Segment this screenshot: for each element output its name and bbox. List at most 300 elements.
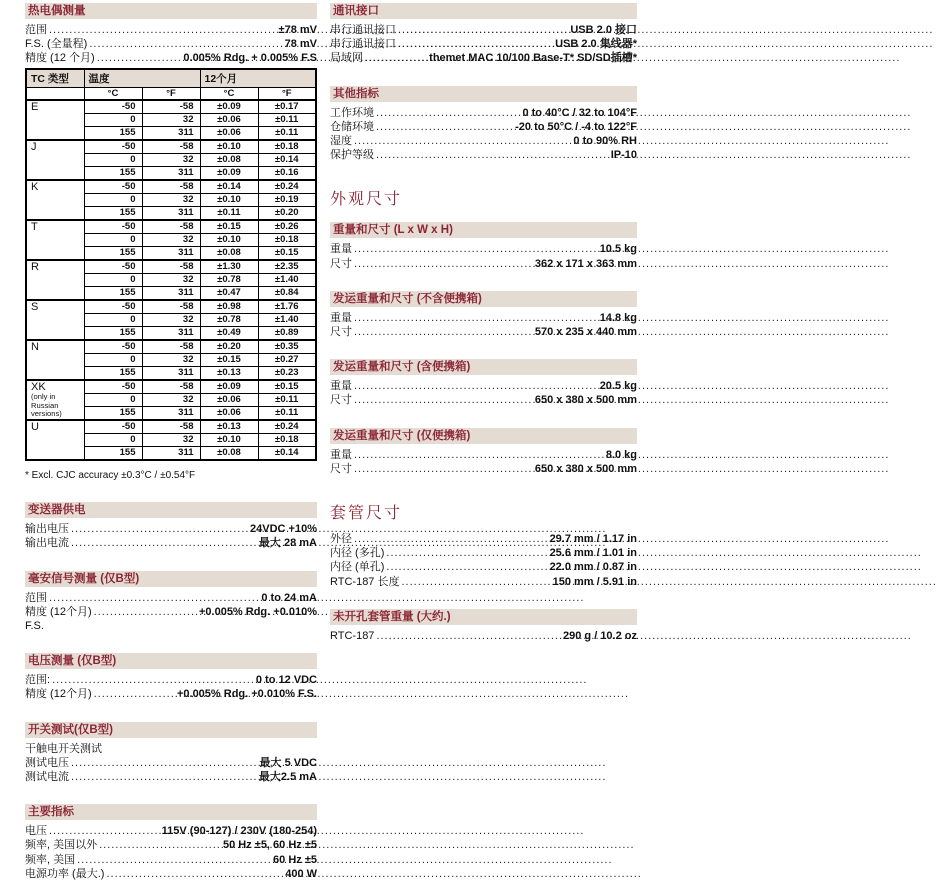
- spec-row: [330, 575, 637, 589]
- spec-row: [330, 462, 637, 476]
- spec-label: 尺寸: [330, 326, 352, 339]
- spec-row: [25, 824, 317, 838]
- spec-value: IP-10: [610, 149, 637, 162]
- spec-label: 尺寸: [330, 394, 352, 407]
- units-empty-cell: [26, 87, 84, 100]
- table-row: [26, 180, 316, 194]
- spec-label: 尺寸: [330, 462, 352, 475]
- tc-type-label: R: [31, 261, 39, 274]
- section-header-bar: 发运重量和尺寸 (含便携箱): [330, 359, 637, 375]
- temp-c-cell: 155: [84, 167, 142, 181]
- spec-row: [330, 546, 637, 560]
- spec-label: 湿度: [330, 135, 352, 148]
- spec-label: 干触电开关测试: [25, 742, 102, 755]
- spec-value: 0 to 24 mA: [261, 591, 317, 604]
- dotted-leader: [354, 257, 533, 271]
- dotted-leader: [365, 51, 427, 65]
- spec-value-wrap-line: F.S.: [25, 619, 44, 632]
- accuracy-f-cell: ±0.23: [258, 367, 316, 381]
- tc-type-cell: [26, 100, 84, 140]
- accuracy-f-cell: ±0.27: [258, 354, 316, 367]
- table-row: [26, 140, 316, 154]
- section-header-bar: 毫安信号测量 (仅B型): [25, 571, 317, 587]
- accuracy-c-cell: ±0.08: [200, 247, 258, 261]
- temp-c-cell: 155: [84, 407, 142, 421]
- spec-label: 频率, 美国: [25, 853, 76, 866]
- dotted-leader: [354, 448, 604, 462]
- spec-label: 测试电流: [25, 770, 69, 783]
- temp-f-cell: 32: [142, 234, 200, 247]
- spec-row: [25, 687, 317, 701]
- table-header-row: [26, 69, 316, 88]
- spec-row: [330, 242, 637, 256]
- temp-c-cell: -50: [84, 380, 142, 394]
- spec-label: 尺寸: [330, 257, 352, 270]
- dotted-leader: [354, 134, 571, 148]
- temp-f-cell: 311: [142, 247, 200, 261]
- dotted-leader: [376, 629, 561, 643]
- dotted-leader: [94, 687, 175, 701]
- accuracy-f-cell: ±0.19: [258, 194, 316, 207]
- spec-value: 362 x 171 x 363 mm: [534, 257, 637, 270]
- temp-f-cell: 311: [142, 327, 200, 341]
- spec-row: [330, 51, 637, 65]
- dotted-leader: [354, 242, 598, 256]
- accuracy-c-cell: ±1.30: [200, 260, 258, 274]
- spec-row: [330, 23, 637, 37]
- tc-type-label: E: [31, 101, 39, 114]
- tc-type-cell: [26, 420, 84, 460]
- accuracy-f-cell: ±0.11: [258, 394, 316, 407]
- spec-row: [330, 106, 637, 120]
- table-footnote: * Excl. CJC accuracy ±0.3°C / ±0.54°F: [25, 470, 196, 482]
- spec-row: [330, 37, 637, 51]
- dotted-leader: [106, 867, 283, 881]
- dotted-leader: [386, 560, 547, 574]
- tc-type-cell: [26, 340, 84, 380]
- accuracy-c-cell: ±0.78: [200, 274, 258, 287]
- dotted-leader: [354, 462, 533, 476]
- spec-value: 0 to 90% RH: [573, 135, 637, 148]
- spec-label: 工作环境: [330, 106, 374, 119]
- spec-label: 重量: [330, 380, 352, 393]
- spec-value: 最大 28 mA: [258, 537, 317, 550]
- spec-row: [25, 51, 317, 65]
- dotted-leader: [52, 673, 254, 687]
- temp-c-cell: -50: [84, 340, 142, 354]
- spec-row: [330, 325, 637, 339]
- spec-label: 输出电流: [25, 537, 69, 550]
- temp-f-cell: 311: [142, 447, 200, 461]
- section-header-bar: 变送器供电: [25, 502, 317, 518]
- temp-c-cell: 155: [84, 327, 142, 341]
- table-row: [26, 340, 316, 354]
- spec-value: 25.6 mm / 1.01 in: [549, 547, 637, 560]
- accuracy-f-cell: ±0.18: [258, 234, 316, 247]
- temp-f-cell: -58: [142, 100, 200, 114]
- accuracy-f-cell: ±0.11: [258, 407, 316, 421]
- spec-row: [25, 770, 317, 784]
- temp-c-cell: 155: [84, 127, 142, 141]
- section-header-bar: 热电偶测量: [25, 3, 317, 19]
- spec-value: 0 to 12 VDC: [255, 674, 317, 687]
- temp-f-cell: 311: [142, 287, 200, 301]
- dotted-leader: [354, 532, 548, 546]
- accuracy-c-cell: ±0.11: [200, 207, 258, 221]
- section-header-bar: 发运重量和尺寸 (仅便携箱): [330, 428, 637, 444]
- accuracy-c-cell: ±0.15: [200, 220, 258, 234]
- accuracy-c-cell: ±0.06: [200, 407, 258, 421]
- section-header-bar: 发运重量和尺寸 (不含便携箱): [330, 291, 637, 307]
- spec-label: 测试电压: [25, 756, 69, 769]
- dotted-leader: [376, 106, 520, 120]
- dotted-leader: [89, 37, 282, 51]
- unit-header-cell: °C: [84, 87, 142, 100]
- spec-label: 串行通讯接口: [330, 24, 396, 36]
- dotted-leader: [77, 853, 271, 867]
- dotted-leader: [398, 37, 553, 51]
- temp-f-cell: 32: [142, 274, 200, 287]
- table-row: [26, 380, 316, 394]
- section-header-bar: 通讯接口: [330, 3, 637, 19]
- dotted-leader: [71, 536, 257, 550]
- temp-c-cell: 0: [84, 274, 142, 287]
- dotted-leader: [401, 575, 550, 589]
- tc-type-cell: [26, 380, 84, 420]
- spec-row: [330, 629, 637, 643]
- section-header-bar: 其他指标: [330, 86, 637, 102]
- spec-row: [25, 605, 317, 619]
- spec-value: 最大 5 VDC: [259, 756, 317, 769]
- dotted-leader: [49, 591, 259, 605]
- temp-c-cell: -50: [84, 140, 142, 154]
- temp-c-cell: 155: [84, 207, 142, 221]
- spec-row: [330, 532, 637, 546]
- accuracy-c-cell: ±0.15: [200, 354, 258, 367]
- accuracy-f-cell: ±0.89: [258, 327, 316, 341]
- col-header-temperature: 温度: [84, 69, 200, 88]
- spec-label: F.S. (全量程): [25, 38, 88, 51]
- dotted-leader: [354, 379, 598, 393]
- spec-label: 重量: [330, 243, 352, 256]
- dotted-leader: [376, 148, 609, 162]
- tc-type-label: K: [31, 181, 39, 194]
- spec-value: 78 mV: [284, 38, 317, 51]
- tc-type-label: S: [31, 301, 39, 314]
- temp-f-cell: 32: [142, 434, 200, 447]
- temp-f-cell: -58: [142, 180, 200, 194]
- accuracy-f-cell: ±0.18: [258, 140, 316, 154]
- spec-label: 内径 (多孔): [330, 547, 385, 560]
- spec-label: 范围: [25, 591, 47, 604]
- spec-row: [330, 257, 637, 271]
- accuracy-c-cell: ±0.10: [200, 140, 258, 154]
- accuracy-f-cell: ±0.17: [258, 100, 316, 114]
- accuracy-f-cell: ±0.15: [258, 380, 316, 394]
- dotted-leader: [71, 770, 257, 784]
- temp-f-cell: -58: [142, 300, 200, 314]
- spec-value: +0.005% Rdg. +0.010%: [198, 605, 317, 618]
- accuracy-f-cell: ±1.76: [258, 300, 316, 314]
- spec-label: 范围: [25, 24, 47, 36]
- accuracy-c-cell: ±0.49: [200, 327, 258, 341]
- right-column: [330, 3, 637, 643]
- accuracy-f-cell: ±0.24: [258, 180, 316, 194]
- accuracy-c-cell: ±0.08: [200, 447, 258, 461]
- spec-label: RTC-187 长度: [330, 575, 400, 588]
- tc-type-label: J: [31, 141, 37, 154]
- spec-row: [25, 591, 317, 605]
- table-row: [26, 300, 316, 314]
- temp-f-cell: -58: [142, 380, 200, 394]
- spec-label: 串行通讯接口: [330, 38, 396, 51]
- dotted-leader: [376, 120, 513, 134]
- accuracy-c-cell: ±0.20: [200, 340, 258, 354]
- temp-f-cell: 32: [142, 314, 200, 327]
- spec-label: 精度 (12 个月): [25, 52, 95, 65]
- temp-f-cell: -58: [142, 140, 200, 154]
- table-row: [26, 260, 316, 274]
- temp-f-cell: -58: [142, 420, 200, 434]
- temp-c-cell: 0: [84, 234, 142, 247]
- temp-f-cell: 311: [142, 167, 200, 181]
- temp-c-cell: 0: [84, 194, 142, 207]
- temp-f-cell: 32: [142, 394, 200, 407]
- temp-f-cell: 311: [142, 407, 200, 421]
- table-row: [26, 420, 316, 434]
- spec-value: 150 mm / 5.91 in: [552, 575, 637, 588]
- accuracy-c-cell: ±0.06: [200, 114, 258, 127]
- spec-value: 29.7 mm / 1.17 in: [549, 533, 637, 546]
- big-section-title: 外观尺寸: [330, 191, 403, 209]
- accuracy-f-cell: ±0.24: [258, 420, 316, 434]
- spec-value: 20.5 kg: [599, 380, 637, 393]
- temp-c-cell: -50: [84, 220, 142, 234]
- temp-f-cell: -58: [142, 340, 200, 354]
- accuracy-f-cell: ±0.20: [258, 207, 316, 221]
- unit-header-cell: °F: [142, 87, 200, 100]
- accuracy-c-cell: ±0.10: [200, 194, 258, 207]
- table-units-row: [26, 87, 316, 100]
- spec-value: 最大2.5 mA: [258, 770, 317, 783]
- spec-row: [25, 522, 317, 536]
- spec-value: 650 x 380 x 500 mm: [534, 394, 637, 407]
- tc-type-cell: [26, 140, 84, 180]
- spec-row: [25, 673, 317, 687]
- dotted-leader: [71, 522, 248, 536]
- spec-value: 115V (90-127) / 230V (180-254): [161, 825, 317, 838]
- temp-f-cell: 32: [142, 114, 200, 127]
- temp-c-cell: 0: [84, 354, 142, 367]
- spec-value: 400 W: [285, 867, 317, 880]
- spec-label: 保护等级: [330, 149, 374, 162]
- section-header-bar: 未开孔套管重量 (大约.): [330, 609, 637, 625]
- accuracy-f-cell: ±0.84: [258, 287, 316, 301]
- accuracy-f-cell: ±0.18: [258, 434, 316, 447]
- spec-label: 局域网: [330, 52, 363, 65]
- accuracy-f-cell: ±0.35: [258, 340, 316, 354]
- tc-type-cell: [26, 180, 84, 220]
- accuracy-c-cell: ±0.06: [200, 127, 258, 141]
- accuracy-c-cell: ±0.78: [200, 314, 258, 327]
- unit-header-cell: °C: [200, 87, 258, 100]
- spec-label: 仓储环境: [330, 120, 374, 133]
- spec-label: 重量: [330, 311, 352, 324]
- spec-value: 290 g / 10.2 oz: [563, 629, 637, 642]
- tc-type-cell: [26, 300, 84, 340]
- accuracy-f-cell: ±0.15: [258, 247, 316, 261]
- spec-value: USB 2.0 集线器*: [555, 38, 637, 51]
- temp-c-cell: 0: [84, 434, 142, 447]
- spec-label: 输出电压: [25, 523, 69, 536]
- spec-row: [330, 120, 637, 134]
- section-header-bar: 重量和尺寸 (L x W x H): [330, 222, 637, 238]
- spec-row: [330, 148, 637, 162]
- dotted-leader: [354, 311, 598, 325]
- tc-type-note: (only in Russian versions): [31, 392, 62, 419]
- spec-row: [330, 448, 637, 462]
- temp-c-cell: -50: [84, 300, 142, 314]
- spec-label: 电源功率 (最大.): [25, 867, 105, 880]
- left-column: [25, 3, 317, 881]
- accuracy-f-cell: ±1.40: [258, 274, 316, 287]
- spec-value: +0.005% Rdg. +0.010% F.S.: [176, 688, 317, 701]
- spec-label: 范围:: [25, 674, 51, 687]
- tc-type-label: XK: [31, 381, 46, 394]
- temp-f-cell: 311: [142, 367, 200, 381]
- spec-value: 24VDC +10%: [250, 523, 317, 536]
- dotted-leader: [97, 51, 182, 65]
- spec-value: -20 to 50°C / -4 to 122°F: [515, 120, 637, 133]
- spec-label: RTC-187: [330, 629, 375, 642]
- spec-value: 570 x 235 x 440 mm: [534, 326, 637, 339]
- accuracy-f-cell: ±1.40: [258, 314, 316, 327]
- spec-label: 频率, 美国以外: [25, 839, 98, 852]
- dotted-leader: [386, 546, 547, 560]
- temp-c-cell: 0: [84, 114, 142, 127]
- spec-label: 电压: [25, 825, 47, 838]
- col-header-tc-type: TC 类型: [26, 69, 84, 88]
- spec-value: 22.0 mm / 0.87 in: [549, 561, 637, 574]
- tc-type-cell: [26, 220, 84, 260]
- spec-row: [25, 756, 317, 770]
- spec-value: 8.0 kg: [605, 448, 637, 461]
- spec-label: 精度 (12个月): [25, 605, 92, 618]
- temp-c-cell: 155: [84, 287, 142, 301]
- accuracy-c-cell: ±0.09: [200, 167, 258, 181]
- tc-type-label: U: [31, 421, 39, 434]
- dotted-leader: [94, 605, 197, 619]
- temp-f-cell: -58: [142, 260, 200, 274]
- spec-value: 0.005% Rdg. + 0.005% F.S: [183, 52, 317, 65]
- spec-value: 60 Hz ±5: [273, 853, 317, 866]
- accuracy-c-cell: ±0.14: [200, 180, 258, 194]
- spec-value: 50 Hz ±5, 60 Hz ±5: [222, 839, 317, 852]
- accuracy-f-cell: ±0.11: [258, 114, 316, 127]
- spec-row: [330, 560, 637, 574]
- temp-c-cell: 155: [84, 447, 142, 461]
- accuracy-c-cell: ±0.98: [200, 300, 258, 314]
- accuracy-c-cell: ±0.08: [200, 154, 258, 167]
- accuracy-f-cell: ±2.35: [258, 260, 316, 274]
- spec-row: [330, 134, 637, 148]
- section-header-bar: 主要指标: [25, 804, 317, 820]
- temp-c-cell: 0: [84, 154, 142, 167]
- dotted-leader: [354, 393, 533, 407]
- accuracy-f-cell: ±0.16: [258, 167, 316, 181]
- accuracy-c-cell: ±0.09: [200, 380, 258, 394]
- spec-label: 精度 (12个月): [25, 688, 92, 701]
- accuracy-f-cell: ±0.14: [258, 447, 316, 461]
- spec-value: ±78 mV: [278, 24, 317, 36]
- spec-value: themet MAC 10/100 Base-T* SD/SD插槽*: [429, 52, 637, 65]
- spec-label: 重量: [330, 448, 352, 461]
- temp-f-cell: 311: [142, 127, 200, 141]
- temp-c-cell: 155: [84, 367, 142, 381]
- temp-c-cell: -50: [84, 260, 142, 274]
- dotted-leader: [99, 838, 221, 852]
- accuracy-f-cell: ±0.11: [258, 127, 316, 141]
- temp-f-cell: 32: [142, 154, 200, 167]
- table-row: [26, 220, 316, 234]
- accuracy-c-cell: ±0.13: [200, 367, 258, 381]
- spec-row: [25, 536, 317, 550]
- tc-accuracy-table: [25, 68, 317, 462]
- spec-value: 14.8 kg: [599, 311, 637, 324]
- tc-type-cell: [26, 260, 84, 300]
- spec-row: [25, 23, 317, 37]
- temp-c-cell: -50: [84, 180, 142, 194]
- spec-row: [25, 867, 317, 881]
- spec-label: 内径 (单孔): [330, 561, 385, 574]
- dotted-leader: [71, 756, 258, 770]
- table-row: [26, 100, 316, 114]
- accuracy-c-cell: ±0.10: [200, 234, 258, 247]
- accuracy-c-cell: ±0.47: [200, 287, 258, 301]
- tc-type-label: N: [31, 341, 39, 354]
- accuracy-f-cell: ±0.14: [258, 154, 316, 167]
- temp-f-cell: 311: [142, 207, 200, 221]
- dotted-leader: [49, 824, 160, 838]
- spec-row: [25, 742, 317, 756]
- spec-value: 0 to 40°C / 32 to 104°F: [522, 106, 637, 119]
- accuracy-f-cell: ±0.26: [258, 220, 316, 234]
- spec-row: [330, 393, 637, 407]
- temp-c-cell: 155: [84, 247, 142, 261]
- accuracy-c-cell: ±0.10: [200, 434, 258, 447]
- big-section-title: 套管尺寸: [330, 505, 403, 523]
- unit-header-cell: °F: [258, 87, 316, 100]
- temp-f-cell: 32: [142, 354, 200, 367]
- temp-c-cell: 0: [84, 314, 142, 327]
- spec-row: [25, 853, 317, 867]
- accuracy-c-cell: ±0.06: [200, 394, 258, 407]
- section-header-bar: 电压测量 (仅B型): [25, 653, 317, 669]
- spec-value: 650 x 380 x 500 mm: [534, 462, 637, 475]
- tc-type-label: T: [31, 221, 38, 234]
- temp-f-cell: -58: [142, 220, 200, 234]
- section-header-bar: 开关测试(仅B型): [25, 722, 317, 738]
- accuracy-c-cell: ±0.13: [200, 420, 258, 434]
- spec-value: 10.5 kg: [599, 243, 637, 256]
- col-header-12-months: 12个月: [200, 69, 316, 88]
- spec-row: [25, 37, 317, 51]
- temp-f-cell: 32: [142, 194, 200, 207]
- dotted-leader: [49, 23, 277, 37]
- dotted-leader: [354, 325, 533, 339]
- spec-row: [25, 838, 317, 852]
- spec-value: USB 2.0 接口: [570, 24, 637, 36]
